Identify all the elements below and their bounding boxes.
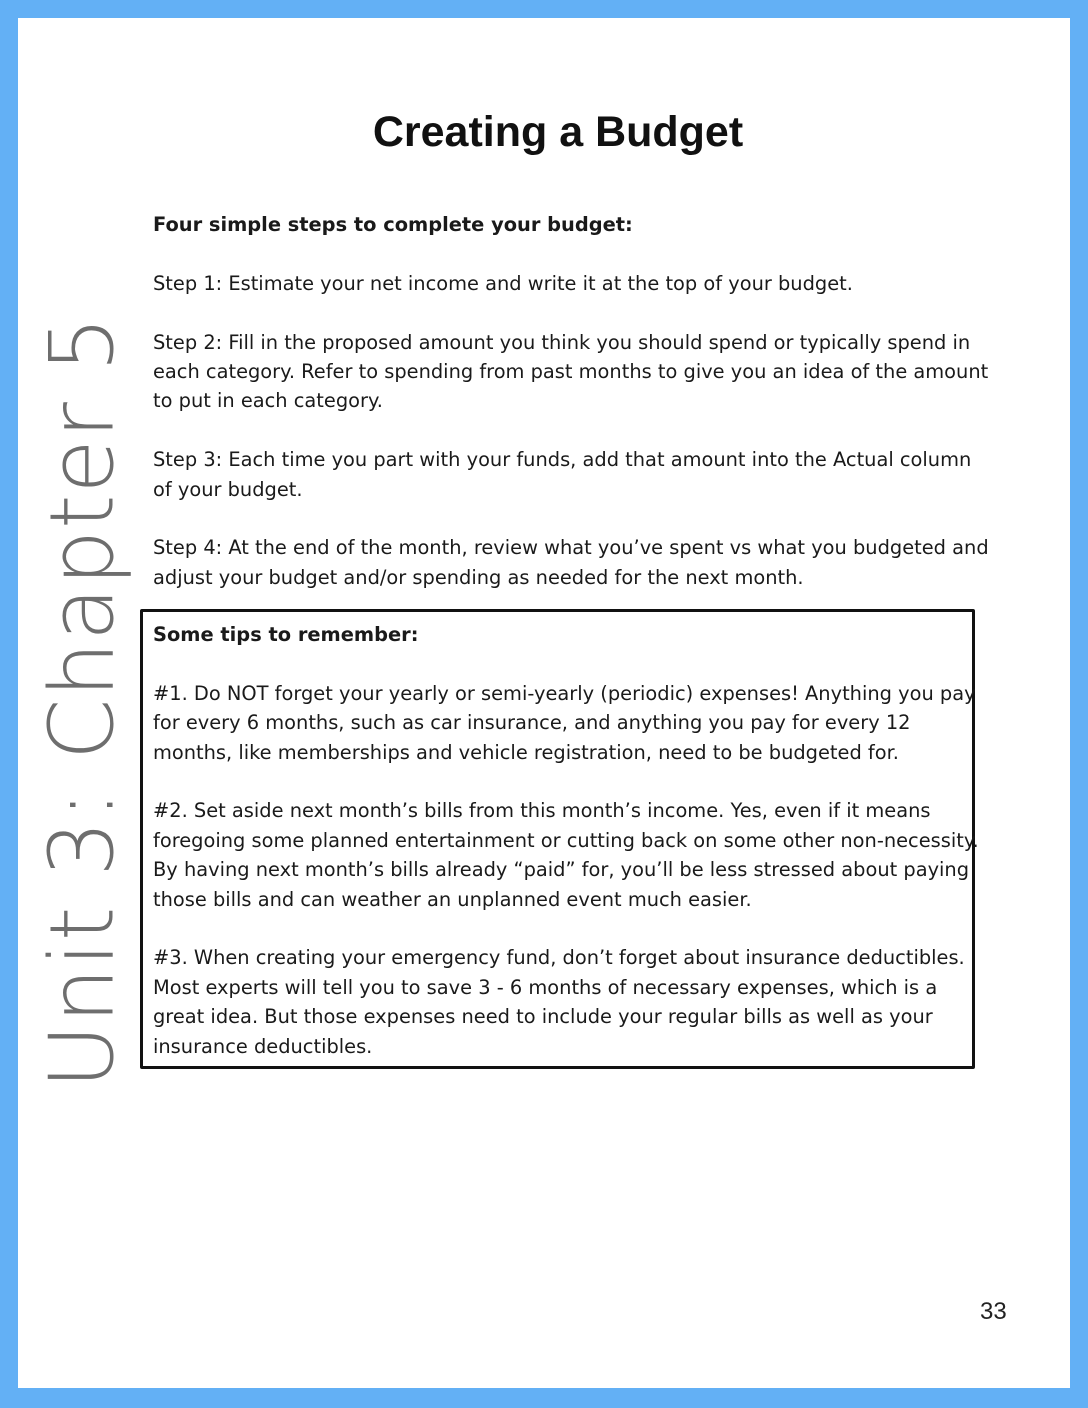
tips-heading: Some tips to remember:: [153, 623, 419, 646]
step-4: Step 4: At the end of the month, review what you’ve spent vs what you budgeted and adjust your budget and/or spending as needed for the next month.: [153, 536, 989, 589]
tip-2: #2. Set aside next month’s bills from this month’s income. Yes, even if it means foregoing some planned entertainment or cutting back on some other non-necessity. By having next month’s bills already “paid” for, you’ll be less stressed about paying those bills and can weather an unplanned event much easier.: [153, 799, 979, 911]
page-number: 33: [980, 1298, 1007, 1325]
chapter-side-label: Unit 3: Chapter 5: [30, 315, 134, 1089]
step-3: Step 3: Each time you part with your funds, add that amount into the Actual column of your budget.: [153, 448, 972, 501]
step-1: Step 1: Estimate your net income and write it at the top of your budget.: [153, 271, 853, 295]
step-2: Step 2: Fill in the proposed amount you think you should spend or typically spend in each category. Refer to spending from past months to give you an idea of the amount to put in each category.: [153, 330, 989, 413]
tips-section: [153, 620, 993, 1090]
steps-section: [153, 210, 993, 622]
tip-1: #1. Do NOT forget your yearly or semi-yearly (periodic) expenses! Anything you pay for every 6 months, such as car insurance, and anything you pay for every 12 months, like memberships and vehicle registration, need to be budgeted for.: [153, 681, 976, 764]
page-title: Creating a Budget: [372, 108, 744, 156]
tip-3: #3. When creating your emergency fund, don’t forget about insurance deductibles. Most experts will tell you to save 3 - 6 months of necessary expenses, which is a great idea. But those expenses need to include your regular bills as well as your insurance deductibles.: [153, 946, 965, 1058]
steps-heading: Four simple steps to complete your budget:: [153, 213, 633, 236]
